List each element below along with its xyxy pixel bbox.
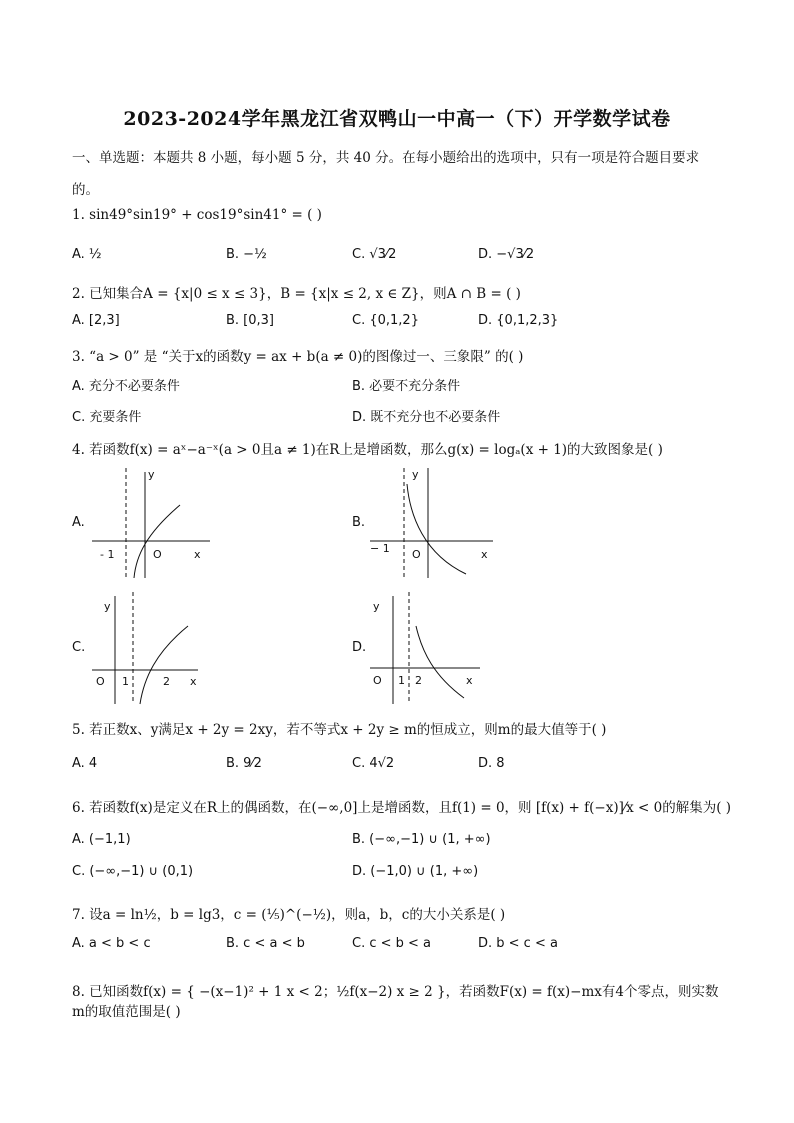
graph-a-origin: O xyxy=(153,548,162,561)
q2-option-b: B. [0,3] xyxy=(226,313,275,328)
q3-option-a: A. 充分不必要条件 xyxy=(72,379,180,394)
q1-option-d: D. −√3⁄2 xyxy=(478,247,535,262)
graph-c-tick-1: 1 xyxy=(122,675,129,688)
question-4-stem: 4. 若函数f(x) = aˣ−a⁻ˣ(a > 0且a ≠ 1)在R上是增函数，那么g(x) = logₐ(x + 1)的大致图象是( ) xyxy=(72,442,663,458)
section-heading-cont: 的。 xyxy=(72,182,99,198)
q7-option-c: C. c < b < a xyxy=(352,936,432,951)
q6-option-b: B. (−∞,−1) ∪ (1, +∞) xyxy=(352,832,491,847)
page-title: 2023-2024学年黑龙江省双鸭山一中高一（下）开学数学试卷 xyxy=(123,108,671,130)
q4-option-b-label: B. xyxy=(352,515,366,530)
q2-option-a: A. [2,3] xyxy=(72,313,120,328)
section-heading: 一、单选题：本题共 8 小题，每小题 5 分，共 40 分。在每小题给出的选项中，只有一项是符合题目要求 xyxy=(72,150,700,166)
q5-option-b: B. 9⁄2 xyxy=(226,756,262,771)
q5-option-d: D. 8 xyxy=(478,756,505,771)
graph-c-tick-2: 2 xyxy=(163,675,170,688)
q1-option-b: B. −½ xyxy=(226,247,267,262)
graph-b xyxy=(368,466,498,582)
question-3-stem: 3. “a > 0” 是 “关于x的函数y = ax + b(a ≠ 0)的图像过一、三象限” 的( ) xyxy=(72,349,524,365)
q1-option-a: A. ½ xyxy=(72,247,102,262)
q4-option-a-label: A. xyxy=(72,515,85,530)
graph-b-x-label: x xyxy=(481,548,488,561)
graph-d-tick-1: 1 xyxy=(398,674,405,687)
q3-option-c: C. 充要条件 xyxy=(72,410,142,425)
graph-d-x-label: x xyxy=(466,674,473,687)
q3-option-b: B. 必要不充分条件 xyxy=(352,379,461,394)
graph-c-origin: O xyxy=(96,675,105,688)
q7-option-a: A. a < b < c xyxy=(72,936,151,951)
question-2-stem: 2. 已知集合A = {x|0 ≤ x ≤ 3}，B = {x|x ≤ 2, x ∈ Z}，则A ∩ B = ( ) xyxy=(72,286,521,302)
q1-option-c: C. √3⁄2 xyxy=(352,247,397,262)
q6-option-c: C. (−∞,−1) ∪ (0,1) xyxy=(72,864,194,879)
graph-a xyxy=(90,466,220,582)
question-6-stem: 6. 若函数f(x)是定义在R上的偶函数，在(−∞,0]上是增函数，且f(1) = 0，则 [f(x) + f(−x)]⁄x < 0的解集为( ) xyxy=(72,800,732,816)
q6-option-d: D. (−1,0) ∪ (1, +∞) xyxy=(352,864,479,879)
graph-b-origin: O xyxy=(412,548,421,561)
graph-b-tick: − 1 xyxy=(370,542,390,555)
graph-a-y-label: y xyxy=(148,468,155,481)
q4-option-c-label: C. xyxy=(72,640,86,655)
graph-c-x-label: x xyxy=(190,675,197,688)
q3-option-d: D. 既不充分也不必要条件 xyxy=(352,410,501,425)
graph-a-x-label: x xyxy=(194,548,201,561)
graph-a-tick: - 1 xyxy=(100,548,115,561)
question-7-stem: 7. 设a = ln½，b = lg3，c = (⅕)^(−½)，则a，b，c的大小关系是( ) xyxy=(72,907,506,923)
q2-option-c: C. {0,1,2} xyxy=(352,313,419,328)
question-8-stem: 8. 已知函数f(x) = { −(x−1)² + 1 x < 2；½f(x−2) x ≥ 2 }，若函数F(x) = f(x)−mx有4个零点，则实数m的取值范围是( ) xyxy=(72,984,719,1020)
q5-option-c: C. 4√2 xyxy=(352,756,395,771)
graph-d-y-label: y xyxy=(373,600,380,613)
graph-d-tick-2: 2 xyxy=(415,674,422,687)
graph-d-origin: O xyxy=(373,674,382,687)
question-1-stem: 1. sin49°sin19° + cos19°sin41° = ( ) xyxy=(72,207,322,223)
q6-option-a: A. (−1,1) xyxy=(72,832,131,847)
q7-option-b: B. c < a < b xyxy=(226,936,305,951)
graph-b-y-label: y xyxy=(412,468,419,481)
graph-d xyxy=(368,590,483,706)
graph-c xyxy=(90,590,205,706)
q7-option-d: D. b < c < a xyxy=(478,936,558,951)
question-5-stem: 5. 若正数x、y满足x + 2y = 2xy，若不等式x + 2y ≥ m的恒成立，则m的最大值等于( ) xyxy=(72,722,607,738)
q2-option-d: D. {0,1,2,3} xyxy=(478,313,559,328)
graph-c-y-label: y xyxy=(104,600,111,613)
q4-option-d-label: D. xyxy=(352,640,367,655)
q5-option-a: A. 4 xyxy=(72,756,98,771)
